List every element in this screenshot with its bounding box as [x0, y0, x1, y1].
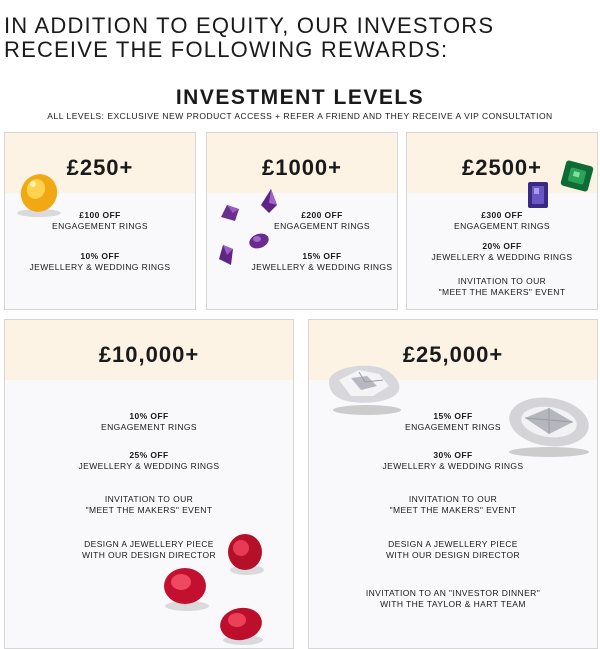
tier-perk — [309, 494, 597, 516]
perk-line-2: "MEET THE MAKERS" EVENT — [389, 505, 517, 515]
perk-text: ENGAGEMENT RINGS — [405, 422, 501, 432]
perk-text: ENGAGEMENT RINGS — [101, 422, 197, 432]
perk-highlight: 15% OFF — [302, 251, 342, 261]
section-subtitle: ALL LEVELS: EXCLUSIVE NEW PRODUCT ACCESS + REFER A FRIEND AND THEY RECEIVE A VIP CONSULTATION — [47, 111, 553, 121]
tier-perk — [309, 539, 597, 561]
perk-line-2: WITH OUR DESIGN DIRECTOR — [385, 550, 521, 560]
perk-line-1: INVITATION TO OUR — [457, 276, 547, 286]
perk-text: JEWELLERY & WEDDING RINGS — [78, 461, 220, 471]
perk-highlight: 25% OFF — [129, 450, 169, 460]
headline-line-2: RECEIVE THE FOLLOWING REWARDS: — [4, 37, 449, 62]
yellow-sapphire-icon — [13, 169, 65, 219]
tier-card-250 — [4, 132, 196, 310]
perk-text: ENGAGEMENT RINGS — [454, 221, 550, 231]
perk-text: ENGAGEMENT RINGS — [274, 221, 370, 231]
perk-highlight: 30% OFF — [433, 450, 473, 460]
perk-line-1: INVITATION TO OUR — [408, 494, 498, 504]
perk-line-1: INVITATION TO OUR — [104, 494, 194, 504]
tier-perk — [5, 411, 293, 433]
emerald-icon — [557, 157, 599, 199]
perk-line-1: DESIGN A JEWELLERY PIECE — [84, 539, 214, 549]
perk-text: JEWELLERY & WEDDING RINGS — [431, 252, 573, 262]
tier-card-1000 — [206, 132, 398, 310]
tier-card-25000 — [308, 319, 598, 649]
section-title: INVESTMENT LEVELS — [175, 86, 425, 109]
tier-price: £2500+ — [461, 155, 543, 180]
perk-line-2: WITH THE TAYLOR & HART TEAM — [380, 599, 526, 609]
ruby-icon — [155, 530, 275, 648]
perk-highlight: 10% OFF — [129, 411, 169, 421]
pear-diamond-icon — [323, 360, 405, 416]
headline — [4, 14, 494, 62]
tier-perk — [5, 450, 293, 472]
tier-perk — [5, 251, 195, 273]
perk-highlight: £200 OFF — [301, 210, 343, 220]
perk-line-2: "MEET THE MAKERS" EVENT — [438, 287, 566, 297]
tier-price: £25,000+ — [402, 342, 504, 367]
perk-line-1: DESIGN A JEWELLERY PIECE — [388, 539, 518, 549]
tier-price: £250+ — [66, 155, 134, 180]
tier-perk — [407, 210, 597, 232]
headline-line-1: IN ADDITION TO EQUITY, OUR INVESTORS — [4, 13, 495, 38]
perk-line-1: INVITATION TO AN "INVESTOR DINNER" — [365, 588, 541, 598]
perk-text: JEWELLERY & WEDDING RINGS — [251, 262, 393, 272]
tier-perk — [407, 276, 597, 298]
perk-highlight: £100 OFF — [79, 210, 121, 220]
perk-text: ENGAGEMENT RINGS — [52, 221, 148, 231]
tier-perk — [309, 588, 597, 610]
tier-card-2500 — [406, 132, 598, 310]
oval-diamond-icon — [505, 392, 595, 458]
tier-perk — [407, 241, 597, 263]
perk-highlight: £300 OFF — [481, 210, 523, 220]
tier-card-10000 — [4, 319, 294, 649]
tier-price: £10,000+ — [98, 342, 200, 367]
perk-line-2: "MEET THE MAKERS" EVENT — [85, 505, 213, 515]
perk-highlight: 20% OFF — [482, 241, 522, 251]
tier-perk — [5, 494, 293, 516]
amethyst-icon — [213, 187, 283, 267]
tier-price: £1000+ — [261, 155, 343, 180]
sapphire-icon — [523, 179, 553, 211]
perk-highlight: 10% OFF — [80, 251, 120, 261]
perk-text: JEWELLERY & WEDDING RINGS — [382, 461, 524, 471]
perk-line-2: WITH OUR DESIGN DIRECTOR — [81, 550, 217, 560]
perk-text: JEWELLERY & WEDDING RINGS — [29, 262, 171, 272]
perk-highlight: 15% OFF — [433, 411, 473, 421]
